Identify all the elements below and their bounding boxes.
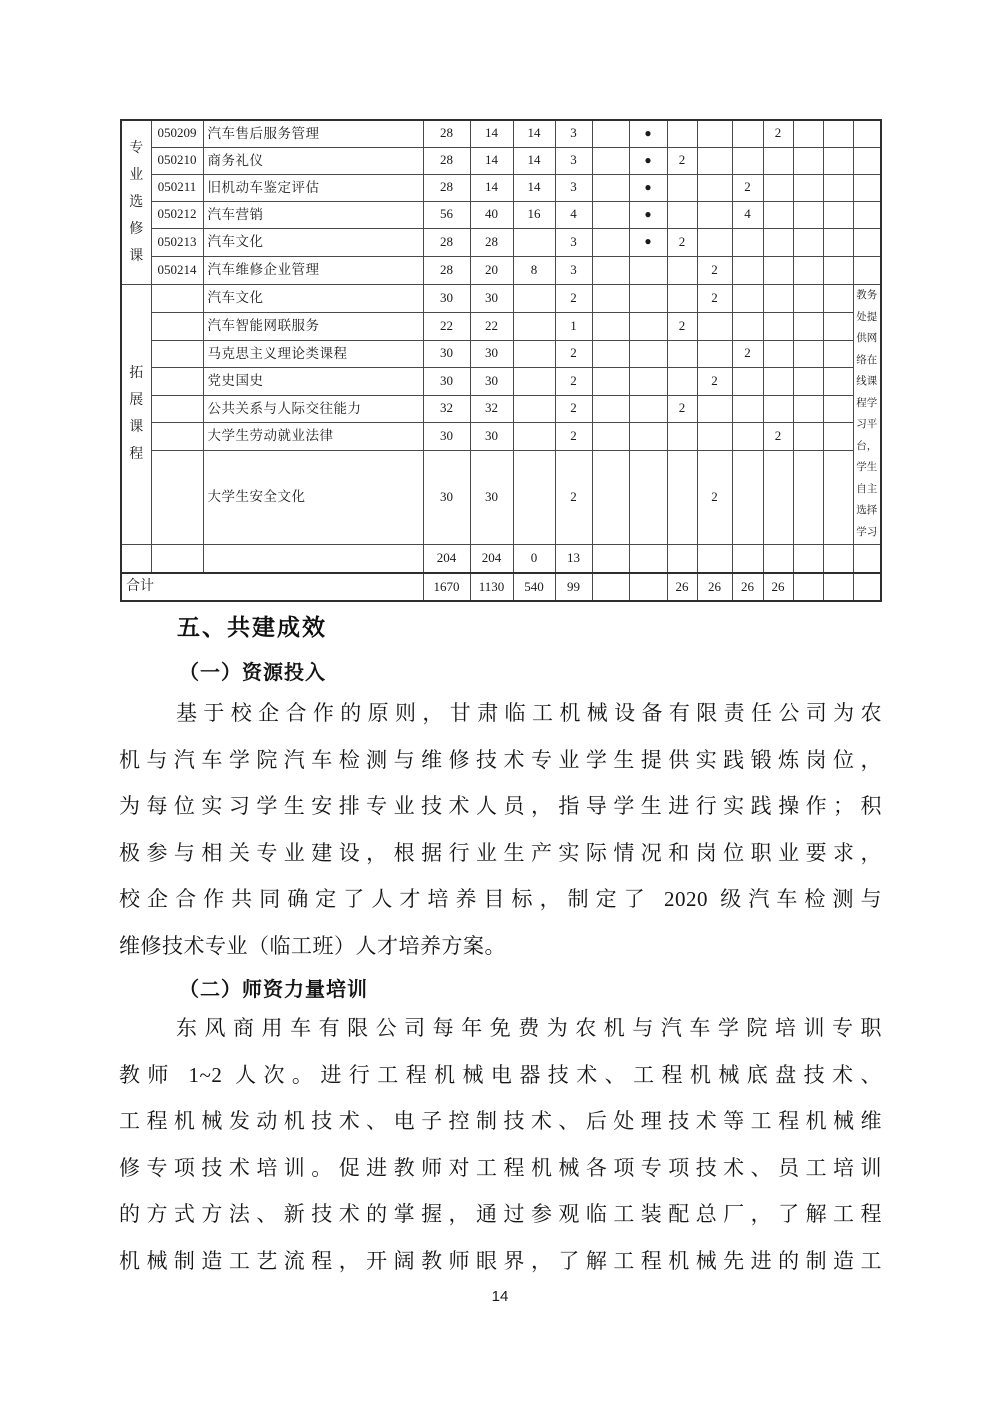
total-hours: 32 xyxy=(423,395,470,422)
table-cell xyxy=(592,573,629,601)
table-cell xyxy=(592,228,629,256)
course-name: 汽车文化 xyxy=(203,284,423,312)
credits: 2 xyxy=(555,422,592,450)
body-text-line: 东风商用车有限公司每年免费为农机与汽车学院培训专职 xyxy=(176,1016,882,1040)
semester-hours: 2 xyxy=(667,395,697,422)
theory-hours: 28 xyxy=(470,228,513,256)
grand-total-hours: 1670 xyxy=(423,573,470,601)
table-row xyxy=(121,573,881,601)
table-cell xyxy=(592,201,629,228)
table-row xyxy=(121,312,881,340)
table-cell xyxy=(592,284,629,312)
table-cell xyxy=(793,312,823,340)
body-text-line: 教师 1~2 人次。进行工程机械电器技术、工程机械底盘技术、 xyxy=(119,1062,882,1087)
theory-hours: 14 xyxy=(470,174,513,201)
table-cell xyxy=(763,201,793,228)
practice-hours: 8 xyxy=(513,256,555,284)
table-cell xyxy=(629,422,667,450)
table-cell xyxy=(151,544,203,573)
table-row xyxy=(121,120,881,147)
total-hours: 30 xyxy=(423,284,470,312)
table-cell xyxy=(667,120,697,147)
table-cell xyxy=(151,284,203,312)
table-cell xyxy=(763,256,793,284)
body-text-line: 维修技术专业（临工班）人才培养方案。 xyxy=(119,933,506,958)
table-cell xyxy=(667,284,697,312)
table-cell xyxy=(763,544,793,573)
table-cell xyxy=(823,201,853,228)
credits: 3 xyxy=(555,120,592,147)
table-cell xyxy=(853,228,881,256)
table-cell xyxy=(732,422,763,450)
table-cell xyxy=(793,201,823,228)
semester-hours: 2 xyxy=(763,422,793,450)
table-cell xyxy=(151,450,203,544)
table-cell xyxy=(763,174,793,201)
semester-total: 26 xyxy=(667,573,697,601)
course-name: 汽车售后服务管理 xyxy=(203,120,423,147)
table-cell xyxy=(121,544,151,573)
subtotal-practice: 0 xyxy=(513,544,555,573)
table-cell xyxy=(629,367,667,395)
table-cell xyxy=(823,284,853,312)
table-cell xyxy=(629,340,667,367)
table-cell xyxy=(823,174,853,201)
theory-hours: 40 xyxy=(470,201,513,228)
course-name: 汽车营销 xyxy=(203,201,423,228)
table-cell xyxy=(763,340,793,367)
table-cell xyxy=(697,395,732,422)
table-cell xyxy=(793,284,823,312)
table-cell xyxy=(732,395,763,422)
credits: 3 xyxy=(555,256,592,284)
table-cell xyxy=(592,120,629,147)
theory-hours: 14 xyxy=(470,147,513,174)
note-cell: 教务 处提 供网 络在 线课 程学 习平 台， 学生 自主 选择 学习 xyxy=(853,284,881,544)
table-cell xyxy=(513,284,555,312)
semester-total: 26 xyxy=(763,573,793,601)
category-cell-elective: 专 业 选 修 课 xyxy=(121,120,151,284)
theory-hours: 30 xyxy=(470,340,513,367)
table-row xyxy=(121,367,881,395)
table-cell xyxy=(823,450,853,544)
practice-hours: 14 xyxy=(513,147,555,174)
table-cell xyxy=(151,422,203,450)
course-code: 050214 xyxy=(151,256,203,284)
table-row xyxy=(121,228,881,256)
table-cell xyxy=(697,340,732,367)
table-cell xyxy=(793,120,823,147)
table-cell xyxy=(592,147,629,174)
semester-hours: 2 xyxy=(697,256,732,284)
table-cell xyxy=(592,174,629,201)
table-cell xyxy=(697,120,732,147)
table-cell xyxy=(793,395,823,422)
table-cell xyxy=(763,367,793,395)
table-cell xyxy=(793,340,823,367)
course-name: 党史国史 xyxy=(203,367,423,395)
course-name: 大学生劳动就业法律 xyxy=(203,422,423,450)
table-body xyxy=(121,120,881,601)
table-cell xyxy=(629,395,667,422)
table-cell xyxy=(697,174,732,201)
table-row xyxy=(121,256,881,284)
table-cell xyxy=(513,312,555,340)
table-cell xyxy=(151,395,203,422)
table-cell xyxy=(697,312,732,340)
table-cell xyxy=(697,201,732,228)
total-hours: 30 xyxy=(423,422,470,450)
semester-hours: 2 xyxy=(667,147,697,174)
total-hours: 30 xyxy=(423,450,470,544)
table-cell xyxy=(732,450,763,544)
table-cell xyxy=(203,544,423,573)
table-cell xyxy=(592,256,629,284)
course-code: 050213 xyxy=(151,228,203,256)
table-cell xyxy=(793,544,823,573)
theory-hours: 30 xyxy=(470,367,513,395)
table-cell xyxy=(629,312,667,340)
course-code: 050212 xyxy=(151,201,203,228)
total-hours: 28 xyxy=(423,147,470,174)
semester-hours: 2 xyxy=(697,450,732,544)
theory-hours: 30 xyxy=(470,422,513,450)
course-name: 汽车维修企业管理 xyxy=(203,256,423,284)
table-cell xyxy=(667,367,697,395)
table-cell xyxy=(592,450,629,544)
table-cell xyxy=(853,544,881,573)
grand-total-label: 合计 xyxy=(121,573,423,601)
table-cell xyxy=(629,284,667,312)
table-cell xyxy=(823,147,853,174)
table-row xyxy=(121,174,881,201)
table-cell xyxy=(629,256,667,284)
subtotal-credits: 13 xyxy=(555,544,592,573)
course-name: 汽车文化 xyxy=(203,228,423,256)
total-hours: 30 xyxy=(423,367,470,395)
table-cell xyxy=(853,573,881,601)
table-cell xyxy=(732,367,763,395)
table-cell xyxy=(763,228,793,256)
table-cell xyxy=(823,395,853,422)
table-cell xyxy=(732,147,763,174)
table-cell xyxy=(592,340,629,367)
total-hours: 28 xyxy=(423,256,470,284)
table-cell xyxy=(793,174,823,201)
table-cell xyxy=(763,395,793,422)
body-text-line: 极参与相关专业建设，根据行业生产实际情况和岗位职业要求， xyxy=(119,840,882,865)
credits: 4 xyxy=(555,201,592,228)
curriculum-table xyxy=(120,119,882,602)
elective-dot: ● xyxy=(629,147,667,174)
table-cell xyxy=(697,228,732,256)
credits: 3 xyxy=(555,228,592,256)
semester-hours: 2 xyxy=(732,174,763,201)
credits: 3 xyxy=(555,147,592,174)
table-cell xyxy=(667,256,697,284)
table-cell xyxy=(763,284,793,312)
total-hours: 30 xyxy=(423,340,470,367)
body-text-line: 工程机械发动机技术、电子控制技术、后处理技术等工程机械维 xyxy=(119,1109,882,1134)
table-cell xyxy=(823,422,853,450)
table-cell xyxy=(823,367,853,395)
table-cell xyxy=(853,256,881,284)
subheading-teacher-training: （二）师资力量培训 xyxy=(179,979,368,1001)
theory-hours: 30 xyxy=(470,450,513,544)
table-cell xyxy=(151,340,203,367)
table-cell xyxy=(793,228,823,256)
body-text-line: 的方式方法、新技术的掌握，通过参观临工装配总厂，了解工程 xyxy=(119,1202,882,1227)
credits: 2 xyxy=(555,284,592,312)
section-heading: 五、共建成效 xyxy=(177,614,327,640)
body-text-line: 修专项技术培训。促进教师对工程机械各项专项技术、员工培训 xyxy=(119,1155,882,1180)
table-cell xyxy=(592,312,629,340)
table-cell xyxy=(732,228,763,256)
table-cell xyxy=(629,544,667,573)
table-cell xyxy=(513,228,555,256)
table-cell xyxy=(513,450,555,544)
table-cell xyxy=(853,174,881,201)
theory-hours: 30 xyxy=(470,284,513,312)
table-cell xyxy=(513,367,555,395)
body-text-line: 基于校企合作的原则，甘肃临工机械设备有限责任公司为农 xyxy=(176,701,882,725)
elective-dot: ● xyxy=(629,120,667,147)
paragraph-teacher-training xyxy=(119,1005,882,1285)
table-row xyxy=(121,147,881,174)
table-cell xyxy=(823,340,853,367)
credits: 3 xyxy=(555,174,592,201)
table-cell xyxy=(793,573,823,601)
table-cell xyxy=(823,312,853,340)
theory-hours: 32 xyxy=(470,395,513,422)
table-row xyxy=(121,395,881,422)
table-cell xyxy=(853,201,881,228)
semester-hours: 2 xyxy=(667,228,697,256)
total-hours: 28 xyxy=(423,120,470,147)
table-cell xyxy=(793,147,823,174)
course-code: 050209 xyxy=(151,120,203,147)
body-text-line: 校企合作共同确定了人才培养目标，制定了 2020 级汽车检测与 xyxy=(119,887,882,912)
table-cell xyxy=(667,544,697,573)
table-cell xyxy=(732,312,763,340)
table-cell xyxy=(667,450,697,544)
credits: 2 xyxy=(555,367,592,395)
course-code: 050211 xyxy=(151,174,203,201)
elective-dot: ● xyxy=(629,201,667,228)
credits: 2 xyxy=(555,340,592,367)
table-cell xyxy=(793,450,823,544)
practice-hours: 14 xyxy=(513,120,555,147)
table-cell xyxy=(592,395,629,422)
course-name: 公共关系与人际交往能力 xyxy=(203,395,423,422)
course-name: 马克思主义理论类课程 xyxy=(203,340,423,367)
table-cell xyxy=(513,340,555,367)
table-row xyxy=(121,201,881,228)
table-cell xyxy=(697,422,732,450)
total-hours: 56 xyxy=(423,201,470,228)
table-cell xyxy=(592,422,629,450)
table-cell xyxy=(697,147,732,174)
table-cell xyxy=(732,544,763,573)
table-cell xyxy=(763,312,793,340)
elective-dot: ● xyxy=(629,174,667,201)
course-name: 汽车智能网联服务 xyxy=(203,312,423,340)
table-cell xyxy=(823,120,853,147)
table-cell xyxy=(629,450,667,544)
semester-hours: 4 xyxy=(732,201,763,228)
practice-hours: 16 xyxy=(513,201,555,228)
credits: 2 xyxy=(555,395,592,422)
body-text-line: 机与汽车学院汽车检测与维修技术专业学生提供实践锻炼岗位， xyxy=(119,747,882,772)
page-number: 14 xyxy=(491,1288,509,1305)
table-cell xyxy=(732,256,763,284)
table-cell xyxy=(592,544,629,573)
subheading-resource-input: （一）资源投入 xyxy=(179,662,326,684)
grand-total-practice: 540 xyxy=(513,573,555,601)
table-cell xyxy=(763,147,793,174)
body-text-line: 机械制造工艺流程，开阔教师眼界，了解工程机械先进的制造工 xyxy=(119,1248,882,1273)
theory-hours: 22 xyxy=(470,312,513,340)
semester-total: 26 xyxy=(697,573,732,601)
table-row xyxy=(121,284,881,312)
semester-hours: 2 xyxy=(697,367,732,395)
credits: 1 xyxy=(555,312,592,340)
paragraph-resource-input xyxy=(119,690,882,970)
table-cell xyxy=(667,340,697,367)
table-cell xyxy=(853,120,881,147)
grand-total-credits: 99 xyxy=(555,573,592,601)
body-text-line: 为每位实习学生安排专业技术人员，指导学生进行实践操作；积 xyxy=(119,794,882,819)
credits: 2 xyxy=(555,450,592,544)
table-cell xyxy=(732,120,763,147)
table-cell xyxy=(151,367,203,395)
semester-total: 26 xyxy=(732,573,763,601)
semester-hours: 2 xyxy=(763,120,793,147)
theory-hours: 14 xyxy=(470,120,513,147)
grand-total-theory: 1130 xyxy=(470,573,513,601)
table-cell xyxy=(763,450,793,544)
table-cell xyxy=(697,544,732,573)
elective-dot: ● xyxy=(629,228,667,256)
subtotal-theory: 204 xyxy=(470,544,513,573)
total-hours: 28 xyxy=(423,228,470,256)
semester-hours: 2 xyxy=(667,312,697,340)
course-name: 大学生安全文化 xyxy=(203,450,423,544)
table-cell xyxy=(793,422,823,450)
table-cell xyxy=(823,256,853,284)
total-hours: 22 xyxy=(423,312,470,340)
table-cell xyxy=(853,147,881,174)
table-cell xyxy=(667,201,697,228)
table-cell xyxy=(732,284,763,312)
table-cell xyxy=(513,422,555,450)
semester-hours: 2 xyxy=(697,284,732,312)
category-cell-extension: 拓 展 课 程 xyxy=(121,284,151,544)
table-row xyxy=(121,340,881,367)
table-cell xyxy=(823,573,853,601)
theory-hours: 20 xyxy=(470,256,513,284)
table-cell xyxy=(667,422,697,450)
total-hours: 28 xyxy=(423,174,470,201)
table-cell xyxy=(793,367,823,395)
course-code: 050210 xyxy=(151,147,203,174)
table-cell xyxy=(629,573,667,601)
table-cell xyxy=(823,544,853,573)
table-cell xyxy=(592,367,629,395)
table-cell xyxy=(793,256,823,284)
course-name: 商务礼仪 xyxy=(203,147,423,174)
table-cell xyxy=(151,312,203,340)
table-cell xyxy=(513,395,555,422)
table-cell xyxy=(823,228,853,256)
course-name: 旧机动车鉴定评估 xyxy=(203,174,423,201)
practice-hours: 14 xyxy=(513,174,555,201)
subtotal-hours: 204 xyxy=(423,544,470,573)
table-row xyxy=(121,544,881,573)
table-row xyxy=(121,422,881,450)
table-row xyxy=(121,450,881,544)
table-cell xyxy=(667,174,697,201)
semester-hours: 2 xyxy=(732,340,763,367)
